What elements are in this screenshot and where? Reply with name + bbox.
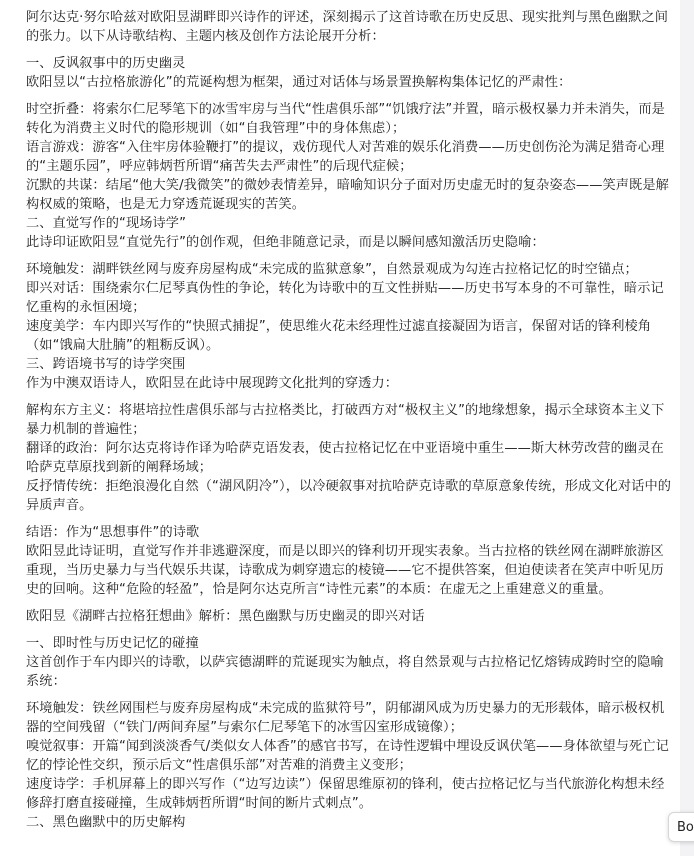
list-item: 解构东方主义：将堪培拉性虐俱乐部与古拉格类比，打破西方对“极权主义”的地缘想象，揭示全球资本主义下暴力机制的普遍性； [26,403,665,437]
list-item: 沉默的共谋：结尾“他大笑/我微笑”的微妙表情差异，暗喻知识分子面对历史虚无时的复杂姿态——笑声既是解构权威的策略，也是无力穿透荒诞现实的苦笑。 [26,178,669,212]
section-heading-cut: 二、黑色幽默中的历史解构 [26,815,186,830]
conclusion-body: 欧阳昱此诗证明，直觉写作并非逃避深度，而是以即兴的锋利切开现实表象。当古拉格的铁丝网在湖畔旅游区重现，当历史暴力与当代娱乐共谋，诗歌成为刺穿遗忘的棱镜——它不提供答案，但迫使读者在笑声中听见历史的回响。这种“危险的轻盈”，恰是阿尔达克所言“诗性元素”的本质：在虚无之上重建意义的重量。 [26,544,664,597]
section-lead: 这首创作于车内即兴的诗歌，以萨宾德湖畔的荒诞现实为触点，将自然景观与古拉格记忆熔铸成跨时空的隐喻系统： [26,655,664,689]
document-body [26,8,676,832]
list-item: 嗅觉叙事：开篇“闻到淡淡香气/类似女人体香”的感官书写，在诗性逻辑中埋设反讽伏笔——身体欲望与死亡记忆的悖论性交织，预示后文“性虐俱乐部”对苦难的消费主义变形； [26,739,669,773]
section-heading: 二、直觉写作的“现场诗学” [26,216,187,231]
list-item: 时空折叠：将索尔仁尼琴笔下的冰雪牢房与当代“性虐俱乐部”“饥饿疗法”并置，暗示极权暴力并未消失，而是转化为消费主义时代的隐形规训（如“自我管理”中的身体焦虑）； [26,102,665,136]
list-item: 语言游戏：游客“入住牢房体验鞭打”的提议，戏仿现代人对苦难的娱乐化消费——历史创伤沦为满足猎奇心理的“主题乐园”，呼应韩炳哲所谓“痛苦失去严肃性”的后现代症候； [26,140,665,174]
conclusion-heading: 结语：作为“思想事件”的诗歌 [26,525,200,540]
scrollbar-track[interactable] [680,0,694,856]
section-lead: 作为中澳双语诗人，欧阳昱在此诗中展现跨文化批判的穿透力： [26,376,399,391]
section-heading: 一、即时性与历史记忆的碰撞 [26,636,199,651]
list-item: 环境触发：铁丝网围栏与废弃房屋构成“未完成的监狱符号”，阴郁湖风成为历史暴力的无形载体，暗示极权机器的空间残留（“铁门/两间弃屋”与索尔仁尼琴笔下的冰雪囚室形成镜像）； [26,701,665,735]
floating-tooltip[interactable]: Bo [668,812,694,842]
list-item: 即兴对话：围绕索尔仁尼琴真伪性的争论，转化为诗歌中的互文性拼贴——历史书写本身的不可靠性，暗示记忆重构的永恒困境； [26,281,664,315]
second-title: 欧阳昱《湖畔古拉格狂想曲》解析：黑色幽默与历史幽灵的即兴对话 [26,609,425,624]
section-lead: 欧阳昱以“古拉格旅游化”的荒诞构想为框架，通过对话体与场景置换解构集体记忆的严肃性： [26,75,572,90]
list-item: 速度诗学：手机屏幕上的即兴写作（“边写边读”）保留思维原初的锋利，使古拉格记忆与当代旅游化构想未经修辞打磨直接碰撞，生成韩炳哲所谓“时间的断片式刺点”。 [26,777,665,811]
list-item: 环境触发：湖畔铁丝网与废弃房屋构成“未完成的监狱意象”，自然景观成为勾连古拉格记忆的时空锚点； [26,262,638,277]
intro-paragraph: 阿尔达克·努尔哈兹对欧阳昱湖畔即兴诗作的评述，深刻揭示了这首诗歌在历史反思、现实批判与黑色幽默之间的张力。以下从诗歌结构、主题内核及创作方法论展开分析： [26,10,669,44]
list-item: 反抒情传统：拒绝浪漫化自然（“湖风阴冷”），以冷硬叙事对抗哈萨克诗歌的草原意象传统，形成文化对话中的异质声音。 [26,479,672,513]
list-item: 速度美学：车内即兴写作的“快照式捕捉”，使思维火花未经理性过滤直接凝固为语言，保留对话的锋利棱角（如“饿扁大肚腩”的粗粝反讽）。 [26,319,652,353]
list-item: 翻译的政治：阿尔达克将诗作译为哈萨克语发表，使古拉格记忆在中亚语境中重生——斯大林劳改营的幽灵在哈萨克草原找到新的阐释场域； [26,441,664,475]
section-lead: 此诗印证欧阳昱“直觉先行”的创作观，但绝非随意记录，而是以瞬间感知激活历史隐喻： [26,235,545,250]
section-heading: 一、反讽叙事中的历史幽灵 [26,56,186,71]
section-heading: 三、跨语境书写的诗学突围 [26,357,186,372]
